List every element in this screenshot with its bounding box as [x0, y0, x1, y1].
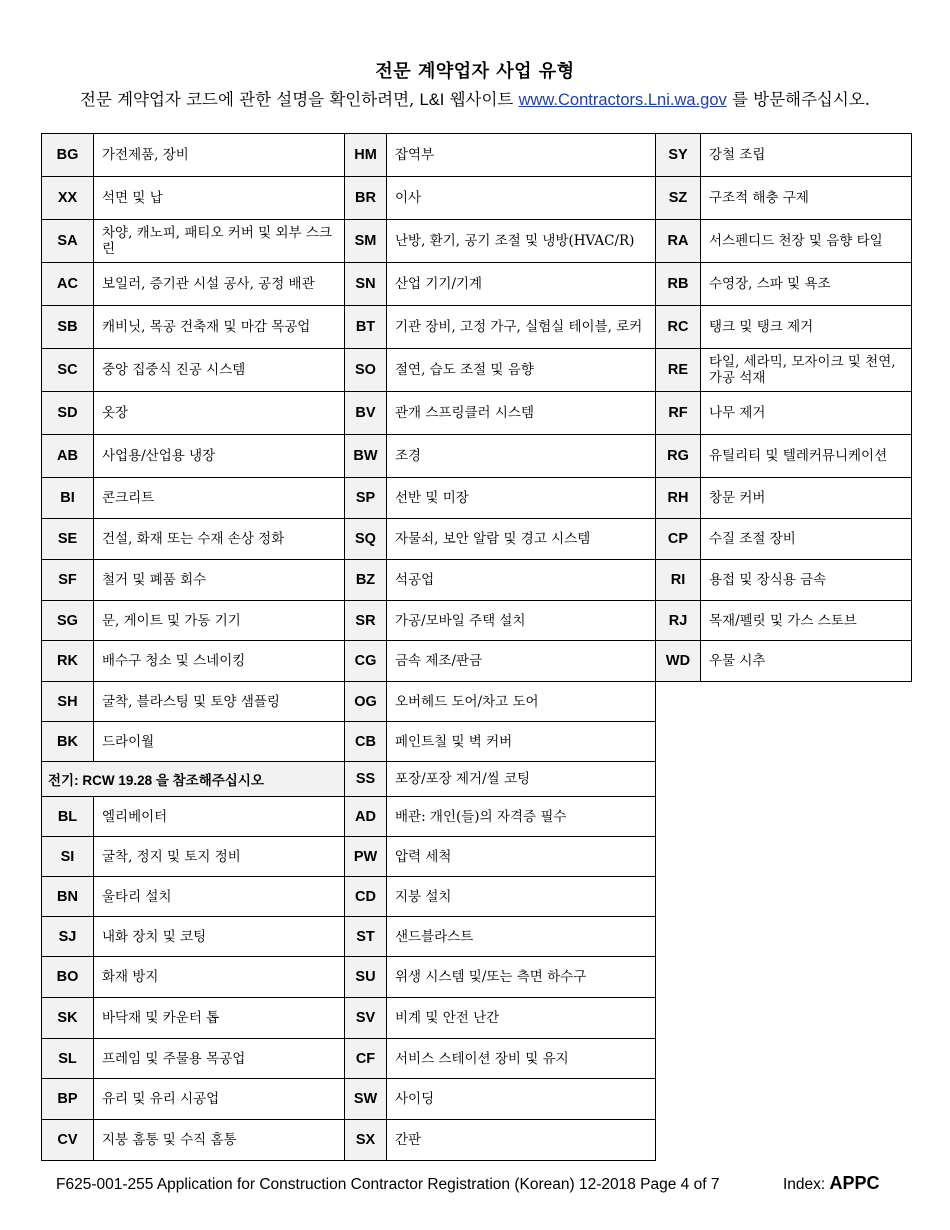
code-cell: ST: [344, 916, 387, 957]
code-cell: BK: [41, 721, 94, 762]
description-cell: 창문 커버: [700, 477, 912, 519]
code-cell: PW: [344, 836, 387, 877]
code-cell: RC: [655, 305, 701, 349]
description-cell: 서비스 스테이션 장비 및 유지: [386, 1038, 656, 1079]
code-cell: SP: [344, 477, 387, 519]
description-cell: 위생 시스템 및/또는 측면 하수구: [386, 956, 656, 998]
code-cell: RI: [655, 559, 701, 601]
description-cell: 페인트칠 및 벽 커버: [386, 721, 656, 762]
code-cell: BI: [41, 477, 94, 519]
description-cell: 울타리 설치: [93, 876, 345, 917]
code-cell: SH: [41, 681, 94, 722]
code-cell: SD: [41, 391, 94, 435]
code-cell: BW: [344, 434, 387, 478]
code-cell: CF: [344, 1038, 387, 1079]
description-cell: 콘크리트: [93, 477, 345, 519]
description-cell: 지붕 홈통 및 수직 홈통: [93, 1119, 345, 1161]
description-cell: 중앙 집중식 진공 시스템: [93, 348, 345, 392]
description-cell: 드라이월: [93, 721, 345, 762]
code-cell: SC: [41, 348, 94, 392]
description-cell: 굴착, 정지 및 토지 정비: [93, 836, 345, 877]
description-cell: 유리 및 유리 시공업: [93, 1078, 345, 1120]
description-cell: 비계 및 안전 난간: [386, 997, 656, 1039]
code-cell: BT: [344, 305, 387, 349]
code-cell: OG: [344, 681, 387, 722]
form-info: F625-001-255 Application for Construction Contractor Registration (Korean) 12-2018 Page 4 of 7: [56, 1176, 720, 1193]
description-cell: 내화 장치 및 코팅: [93, 916, 345, 957]
code-cell: WD: [655, 640, 701, 682]
description-cell: 자물쇠, 보안 알람 및 경고 시스템: [386, 518, 656, 560]
code-cell: RJ: [655, 600, 701, 641]
code-cell: CG: [344, 640, 387, 682]
code-cell: CV: [41, 1119, 94, 1161]
code-cell: SJ: [41, 916, 94, 957]
description-cell: 조경: [386, 434, 656, 478]
description-cell: 금속 제조/판금: [386, 640, 656, 682]
subtitle-li: L&I: [419, 91, 445, 109]
description-cell: 유틸리티 및 텔레커뮤니케이션: [700, 434, 912, 478]
description-cell: 잡역부: [386, 133, 656, 177]
subtitle-after: 를 방문해주십시오.: [726, 90, 870, 109]
electrical-note: 전기: RCW 19.28 을 참조해주십시오: [41, 761, 345, 797]
description-cell: 석공업: [386, 559, 656, 601]
description-cell: 엘리베이터: [93, 796, 345, 837]
description-cell: 수영장, 스파 및 욕조: [700, 262, 912, 306]
description-cell: 화재 방지: [93, 956, 345, 998]
code-cell: SG: [41, 600, 94, 641]
description-cell: 선반 및 미장: [386, 477, 656, 519]
description-cell: 목재/펠릿 및 가스 스토브: [700, 600, 912, 641]
description-cell: 간판: [386, 1119, 656, 1161]
code-cell: SL: [41, 1038, 94, 1079]
description-cell: 기관 장비, 고정 가구, 실험실 테이블, 로커: [386, 305, 656, 349]
description-cell: 수질 조절 장비: [700, 518, 912, 560]
code-cell: SQ: [344, 518, 387, 560]
code-cell: SB: [41, 305, 94, 349]
code-cell: RH: [655, 477, 701, 519]
description-cell: 석면 및 납: [93, 176, 345, 220]
code-cell: BZ: [344, 559, 387, 601]
code-cell: SI: [41, 836, 94, 877]
code-cell: SO: [344, 348, 387, 392]
code-cell: BV: [344, 391, 387, 435]
code-cell: SY: [655, 133, 701, 177]
code-cell: SV: [344, 997, 387, 1039]
code-cell: BL: [41, 796, 94, 837]
code-cell: SR: [344, 600, 387, 641]
description-cell: 난방, 환기, 공기 조절 및 냉방(HVAC/R): [386, 219, 656, 263]
page-subtitle: [0, 86, 950, 110]
description-cell: 샌드블라스트: [386, 916, 656, 957]
code-cell: RG: [655, 434, 701, 478]
code-cell: RB: [655, 262, 701, 306]
description-cell: 탱크 및 탱크 제거: [700, 305, 912, 349]
code-cell: CP: [655, 518, 701, 560]
website-link[interactable]: www.Contractors.Lni.wa.gov: [518, 91, 727, 109]
description-cell: 우물 시추: [700, 640, 912, 682]
description-cell: 건설, 화재 또는 수재 손상 정화: [93, 518, 345, 560]
description-cell: 구조적 해충 구제: [700, 176, 912, 220]
code-cell: BP: [41, 1078, 94, 1120]
description-cell: 캐비닛, 목공 건축재 및 마감 목공업: [93, 305, 345, 349]
code-cell: BO: [41, 956, 94, 998]
description-cell: 강철 조립: [700, 133, 912, 177]
description-cell: 오버헤드 도어/차고 도어: [386, 681, 656, 722]
code-cell: SE: [41, 518, 94, 560]
code-cell: SN: [344, 262, 387, 306]
subtitle-mid: 웹사이트: [444, 90, 519, 109]
code-cell: RK: [41, 640, 94, 682]
description-cell: 압력 세척: [386, 836, 656, 877]
description-cell: 차양, 캐노피, 패티오 커버 및 외부 스크린: [93, 219, 345, 263]
description-cell: 사이딩: [386, 1078, 656, 1120]
code-cell: BN: [41, 876, 94, 917]
code-cell: SX: [344, 1119, 387, 1161]
code-cell: BG: [41, 133, 94, 177]
description-cell: 산업 기기/기계: [386, 262, 656, 306]
description-cell: 타일, 세라믹, 모자이크 및 천연, 가공 석재: [700, 348, 912, 392]
description-cell: 굴착, 블라스팅 및 토양 샘플링: [93, 681, 345, 722]
description-cell: 관개 스프링클러 시스템: [386, 391, 656, 435]
description-cell: 이사: [386, 176, 656, 220]
code-cell: SM: [344, 219, 387, 263]
code-cell: SF: [41, 559, 94, 601]
code-cell: AD: [344, 796, 387, 837]
description-cell: 가전제품, 장비: [93, 133, 345, 177]
description-cell: 배관: 개인(들)의 자격증 필수: [386, 796, 656, 837]
code-cell: XX: [41, 176, 94, 220]
description-cell: 가공/모바일 주택 설치: [386, 600, 656, 641]
code-cell: BR: [344, 176, 387, 220]
description-cell: 나무 제거: [700, 391, 912, 435]
index-label: Index: APPC: [783, 1173, 880, 1193]
description-cell: 옷장: [93, 391, 345, 435]
description-cell: 프레임 및 주물용 목공업: [93, 1038, 345, 1079]
description-cell: 철거 및 폐품 회수: [93, 559, 345, 601]
code-cell: SU: [344, 956, 387, 998]
index-value: APPC: [829, 1173, 880, 1193]
page-footer: [56, 1173, 880, 1194]
description-cell: 용접 및 장식용 금속: [700, 559, 912, 601]
code-cell: HM: [344, 133, 387, 177]
code-cell: SS: [344, 761, 387, 797]
description-cell: 배수구 청소 및 스네이킹: [93, 640, 345, 682]
code-cell: AC: [41, 262, 94, 306]
subtitle-text: 전문 계약업자 코드에 관한 설명을 확인하려면,: [79, 90, 420, 109]
code-cell: RA: [655, 219, 701, 263]
code-cell: RF: [655, 391, 701, 435]
description-cell: 절연, 습도 조절 및 음향: [386, 348, 656, 392]
code-cell: RE: [655, 348, 701, 392]
description-cell: 보일러, 증기관 시설 공사, 공정 배관: [93, 262, 345, 306]
description-cell: 포장/포장 제거/씰 코팅: [386, 761, 656, 797]
description-cell: 지붕 설치: [386, 876, 656, 917]
code-cell: SK: [41, 997, 94, 1039]
code-cell: SW: [344, 1078, 387, 1120]
code-cell: CD: [344, 876, 387, 917]
code-cell: CB: [344, 721, 387, 762]
code-cell: SZ: [655, 176, 701, 220]
code-cell: AB: [41, 434, 94, 478]
description-cell: 바닥재 및 카운터 톱: [93, 997, 345, 1039]
description-cell: 서스펜디드 천장 및 음향 타일: [700, 219, 912, 263]
code-cell: SA: [41, 219, 94, 263]
description-cell: 문, 게이트 및 가동 기기: [93, 600, 345, 641]
description-cell: 사업용/산업용 냉장: [93, 434, 345, 478]
page-title: 전문 계약업자 사업 유형: [375, 61, 575, 82]
